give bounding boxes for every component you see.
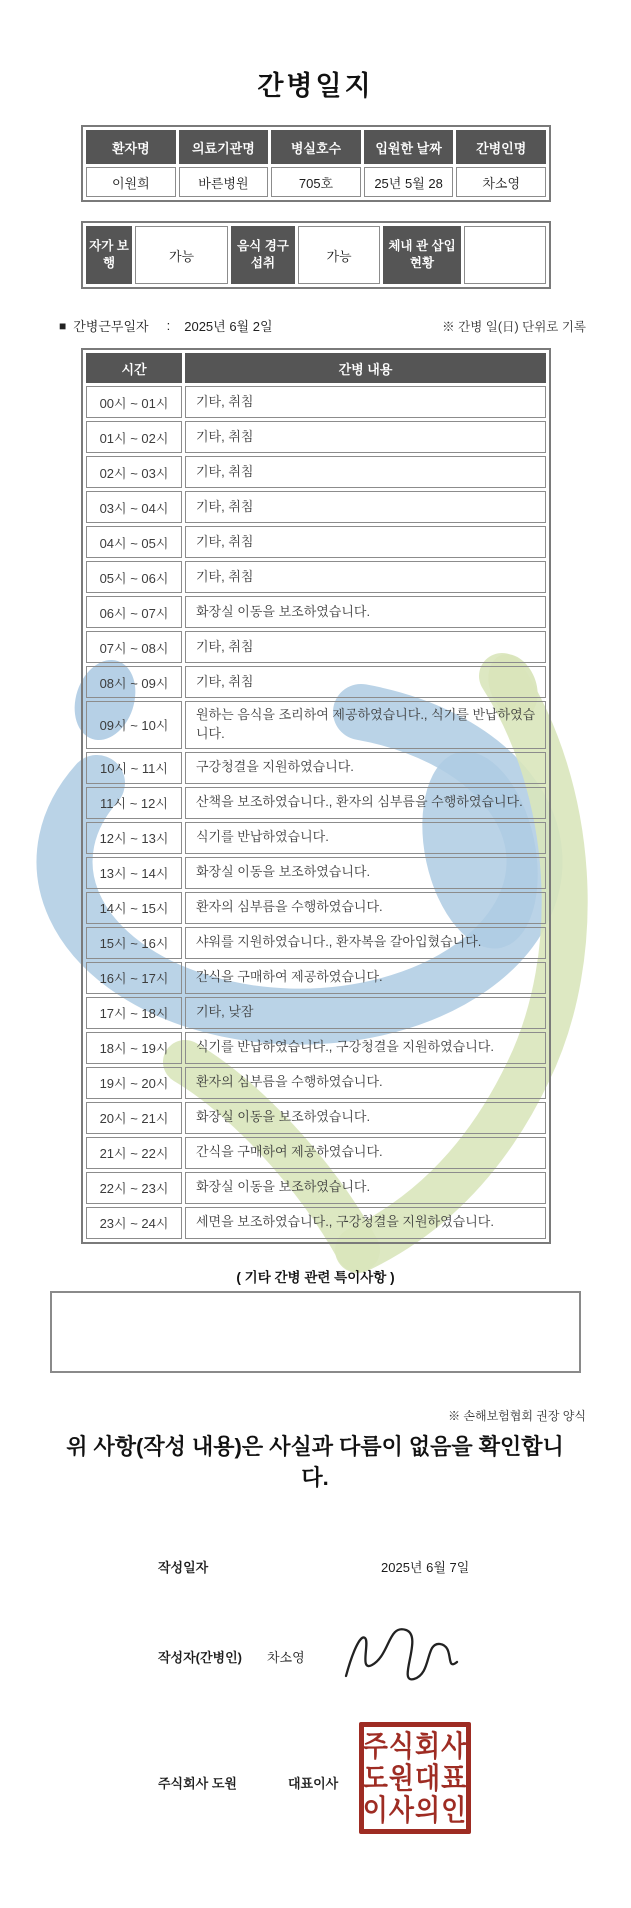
care-log-row: [86, 701, 546, 749]
time-column-header: 시간: [86, 353, 182, 383]
care-content-cell: 기타, 취침: [185, 386, 546, 418]
company-name: 주식회사 도원: [158, 1776, 237, 1791]
care-content-cell: 기타, 취침: [185, 631, 546, 663]
written-date-label: 작성일자: [158, 1560, 209, 1575]
care-table-body: [86, 386, 546, 1239]
work-date-value: 2025년 6월 2일: [184, 319, 273, 334]
care-content-cell: 간식을 구매하여 제공하였습니다.: [185, 1137, 546, 1169]
care-log-row: [86, 1137, 546, 1169]
oral-intake-label: 음식 경구 섭취: [231, 226, 295, 284]
tube-insertion-label: 체내 관 삽입 현황: [383, 226, 461, 284]
care-time-cell: 20시 ~ 21시: [86, 1102, 182, 1134]
care-log-row: [86, 892, 546, 924]
confirmation-statement: 위 사항(작성 내용)은 사실과 다름이 없음을 확인합니다.: [66, 1434, 564, 1490]
oral-intake-value: 가능: [298, 226, 380, 284]
self-walking-label: 자가 보행: [86, 226, 132, 284]
care-log-row: [86, 631, 546, 663]
stamp-line-2: 도원대표: [362, 1761, 468, 1795]
patient-name-header: 환자명: [86, 130, 176, 164]
work-date-line: [59, 316, 586, 335]
patient-info-value-row: [86, 167, 546, 197]
caregiver-name-value: 차소영: [456, 167, 546, 197]
room-number-value: 705호: [271, 167, 361, 197]
care-content-cell: 화장실 이동을 보조하였습니다.: [185, 857, 546, 889]
care-log-row: [86, 1172, 546, 1204]
care-log-row: [86, 787, 546, 819]
care-time-cell: 03시 ~ 04시: [86, 491, 182, 523]
care-content-cell: 기타, 취침: [185, 526, 546, 558]
hospital-name-value: 바른병원: [179, 167, 269, 197]
care-time-cell: 17시 ~ 18시: [86, 997, 182, 1029]
care-log-row: [86, 491, 546, 523]
writer-label: 작성자(간병인): [158, 1650, 243, 1665]
work-date-colon: :: [166, 318, 171, 333]
care-log-row: [86, 666, 546, 698]
care-time-cell: 02시 ~ 03시: [86, 456, 182, 488]
care-log-row: [86, 1067, 546, 1099]
care-log-row: [86, 561, 546, 593]
care-log-row: [86, 927, 546, 959]
care-time-cell: 22시 ~ 23시: [86, 1172, 182, 1204]
care-time-cell: 07시 ~ 08시: [86, 631, 182, 663]
hospital-name-header: 의료기관명: [179, 130, 269, 164]
care-log-table: [81, 348, 551, 1244]
care-content-cell: 화장실 이동을 보조하였습니다.: [185, 1102, 546, 1134]
care-time-cell: 08시 ~ 09시: [86, 666, 182, 698]
care-log-row: [86, 526, 546, 558]
care-content-cell: 식기를 반납하였습니다., 구강청결을 지원하였습니다.: [185, 1032, 546, 1064]
special-notes-title: ( 기타 간병 관련 특이사항 ): [236, 1270, 395, 1285]
care-content-cell: 기타, 취침: [185, 421, 546, 453]
care-time-cell: 12시 ~ 13시: [86, 822, 182, 854]
care-content-cell: 환자의 심부름을 수행하였습니다.: [185, 1067, 546, 1099]
care-content-cell: 샤워를 지원하였습니다., 환자복을 갈아입혔습니다.: [185, 927, 546, 959]
corporate-seal-stamp: [359, 1722, 471, 1834]
care-time-cell: 18시 ~ 19시: [86, 1032, 182, 1064]
care-log-row: [86, 596, 546, 628]
care-content-cell: 화장실 이동을 보조하였습니다.: [185, 1172, 546, 1204]
care-log-row: [86, 752, 546, 784]
care-content-cell: 간식을 구매하여 제공하였습니다.: [185, 962, 546, 994]
content-column-header: 간병 내용: [185, 353, 546, 383]
special-notes-box: [50, 1291, 581, 1373]
care-time-cell: 19시 ~ 20시: [86, 1067, 182, 1099]
care-content-cell: 기타, 취침: [185, 491, 546, 523]
care-content-cell: 기타, 낮잠: [185, 997, 546, 1029]
patient-status-row: [86, 226, 546, 284]
care-log-row: [86, 1102, 546, 1134]
page-title: 간병일지: [257, 71, 374, 101]
care-log-header-row: [86, 353, 546, 383]
care-log-row: [86, 456, 546, 488]
writer-name: 차소영: [267, 1650, 305, 1665]
patient-info-table: [81, 125, 551, 202]
work-date-label: 간병근무일자: [73, 319, 149, 334]
care-log-row: [86, 421, 546, 453]
care-time-cell: 14시 ~ 15시: [86, 892, 182, 924]
care-time-cell: 11시 ~ 12시: [86, 787, 182, 819]
care-content-cell: 세면을 보조하였습니다., 구강청결을 지원하였습니다.: [185, 1207, 546, 1239]
care-time-cell: 05시 ~ 06시: [86, 561, 182, 593]
care-log-row: [86, 386, 546, 418]
care-time-cell: 04시 ~ 05시: [86, 526, 182, 558]
admission-date-value: 25년 5월 28: [364, 167, 454, 197]
stamp-line-3: 이사의인: [362, 1793, 468, 1827]
room-number-header: 병실호수: [271, 130, 361, 164]
care-content-cell: 구강청결을 지원하였습니다.: [185, 752, 546, 784]
care-content-cell: 기타, 취침: [185, 561, 546, 593]
stamp-line-1: 주식회사: [362, 1729, 468, 1763]
care-content-cell: 환자의 심부름을 수행하였습니다.: [185, 892, 546, 924]
care-time-cell: 21시 ~ 22시: [86, 1137, 182, 1169]
patient-status-table: [81, 221, 551, 289]
care-time-cell: 01시 ~ 02시: [86, 421, 182, 453]
care-time-cell: 06시 ~ 07시: [86, 596, 182, 628]
care-time-cell: 13시 ~ 14시: [86, 857, 182, 889]
care-content-cell: 기타, 취침: [185, 666, 546, 698]
care-log-row: [86, 822, 546, 854]
care-time-cell: 16시 ~ 17시: [86, 962, 182, 994]
care-time-cell: 09시 ~ 10시: [86, 701, 182, 749]
self-walking-value: 가능: [135, 226, 228, 284]
care-content-cell: 산책을 보조하였습니다., 환자의 심부름을 수행하였습니다.: [185, 787, 546, 819]
care-log-row: [86, 857, 546, 889]
care-content-cell: 식기를 반납하였습니다.: [185, 822, 546, 854]
care-time-cell: 00시 ~ 01시: [86, 386, 182, 418]
care-content-cell: 화장실 이동을 보조하였습니다.: [185, 596, 546, 628]
recommended-form-note: ※ 손해보험협회 권장 양식: [448, 1409, 586, 1423]
tube-insertion-value: [464, 226, 546, 284]
care-log-row: [86, 997, 546, 1029]
care-content-cell: 기타, 취침: [185, 456, 546, 488]
handwritten-signature: [338, 1612, 468, 1697]
care-time-cell: 15시 ~ 16시: [86, 927, 182, 959]
square-bullet-icon: ■: [59, 318, 67, 333]
written-date-value: 2025년 6월 7일: [381, 1560, 470, 1575]
care-log-row: [86, 962, 546, 994]
care-time-cell: 23시 ~ 24시: [86, 1207, 182, 1239]
admission-date-header: 입원한 날짜: [364, 130, 454, 164]
care-time-cell: 10시 ~ 11시: [86, 752, 182, 784]
patient-name-value: 이원희: [86, 167, 176, 197]
caregiver-name-header: 간병인명: [456, 130, 546, 164]
care-content-cell: 원하는 음식을 조리하여 제공하였습니다., 식기를 반납하였습니다.: [185, 701, 546, 749]
patient-info-header-row: [86, 130, 546, 164]
care-log-row: [86, 1032, 546, 1064]
care-log-row: [86, 1207, 546, 1239]
daily-record-note: ※ 간병 일(日) 단위로 기록: [442, 319, 586, 334]
company-title: 대표이사: [288, 1776, 339, 1791]
